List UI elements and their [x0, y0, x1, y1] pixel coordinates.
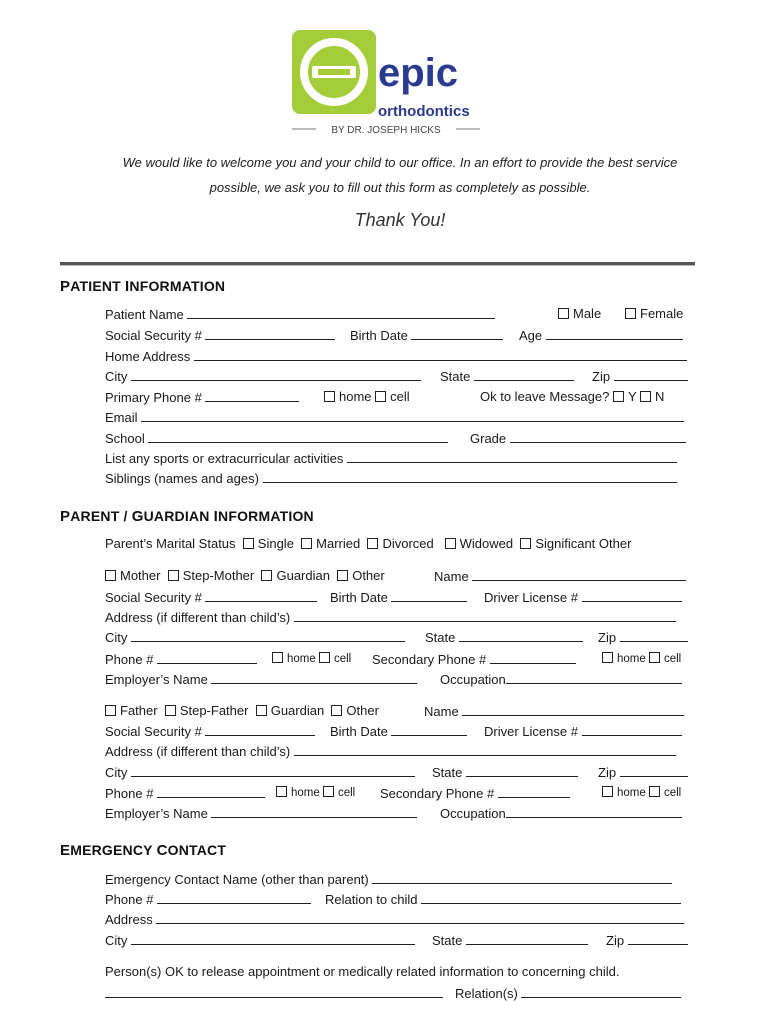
- emergency-state-field[interactable]: [466, 932, 588, 945]
- mother-ssn-field[interactable]: [205, 589, 317, 602]
- mother-sec-cell-checkbox[interactable]: [649, 652, 660, 663]
- patient-city-field[interactable]: [131, 368, 421, 381]
- father-license-field[interactable]: [582, 723, 682, 736]
- mother-state-field[interactable]: [459, 629, 583, 642]
- single-checkbox[interactable]: [243, 538, 254, 549]
- patient-cell-checkbox[interactable]: [375, 391, 386, 402]
- logo-byline: BY DR. JOSEPH HICKS: [331, 125, 441, 136]
- emergency-zip-field[interactable]: [628, 932, 688, 945]
- mother-license-field[interactable]: [582, 589, 682, 602]
- mother-phone-field[interactable]: [157, 651, 257, 664]
- patient-siblings-field[interactable]: [263, 470, 677, 483]
- father-checkbox[interactable]: [105, 705, 116, 716]
- release-relations-field[interactable]: [521, 985, 681, 998]
- thank-you: Thank You!: [354, 210, 446, 230]
- release-persons-field[interactable]: [105, 985, 443, 998]
- father-state-field[interactable]: [466, 764, 578, 777]
- father-city-field[interactable]: [131, 764, 415, 777]
- intro-line-1: We would like to welcome you and your child to our office. In an effort to provide the best service: [122, 155, 678, 170]
- mother-address-field[interactable]: [294, 609, 676, 622]
- mother-cell-checkbox[interactable]: [319, 652, 330, 663]
- patient-sports-field[interactable]: [347, 450, 677, 463]
- patient-grade-field[interactable]: [510, 430, 686, 443]
- release-text: Person(s) OK to release appointment or medically related information to concerning child.: [105, 964, 620, 979]
- stepfather-checkbox[interactable]: [165, 705, 176, 716]
- other2-checkbox[interactable]: [331, 705, 342, 716]
- significant-other-checkbox[interactable]: [520, 538, 531, 549]
- male-checkbox[interactable]: [558, 308, 569, 319]
- father-home-checkbox[interactable]: [276, 786, 287, 797]
- father-cell-checkbox[interactable]: [323, 786, 334, 797]
- mother-occupation-field[interactable]: [506, 671, 682, 684]
- father-zip-field[interactable]: [620, 764, 688, 777]
- patient-name-row: Patient Name: [105, 306, 495, 323]
- logo-subbrand: orthodontics: [378, 103, 470, 120]
- mother-city-field[interactable]: [131, 629, 405, 642]
- patient-birth-field[interactable]: [411, 327, 503, 340]
- female-option[interactable]: Female: [625, 306, 683, 322]
- father-birth-field[interactable]: [391, 723, 467, 736]
- patient-ssn-row: Social Security #: [105, 327, 335, 344]
- msg-yes-checkbox[interactable]: [613, 391, 624, 402]
- patient-state-field[interactable]: [474, 368, 574, 381]
- mother-employer-field[interactable]: [211, 671, 417, 684]
- emergency-name-field[interactable]: [372, 871, 672, 884]
- epic-orthodontics-logo: [290, 28, 490, 138]
- father-address-field[interactable]: [294, 743, 676, 756]
- patient-email-field[interactable]: [141, 409, 684, 422]
- emergency-heading: EMERGENCY CONTACT: [60, 842, 227, 859]
- patient-zip-field[interactable]: [614, 368, 688, 381]
- patient-name-field[interactable]: [187, 306, 495, 319]
- marital-status-row: Parent’s Marital Status Single Married Divorced Widowed Significant Other: [105, 536, 632, 551]
- divider: [60, 262, 695, 266]
- mother-birth-field[interactable]: [391, 589, 467, 602]
- father-occupation-field[interactable]: [506, 805, 682, 818]
- mother-home-checkbox[interactable]: [272, 652, 283, 663]
- father-name-field[interactable]: [462, 703, 684, 716]
- stepmother-checkbox[interactable]: [168, 570, 179, 581]
- emergency-relation-field[interactable]: [421, 891, 681, 904]
- patient-heading: PATIENT INFORMATION: [60, 278, 226, 295]
- parent-heading: PARENT / GUARDIAN INFORMATION: [60, 508, 314, 525]
- widowed-checkbox[interactable]: [445, 538, 456, 549]
- mother-sec-home-checkbox[interactable]: [602, 652, 613, 663]
- patient-age-field[interactable]: [546, 327, 683, 340]
- guardian1-checkbox[interactable]: [261, 570, 272, 581]
- patient-ssn-field[interactable]: [205, 327, 335, 340]
- mother-name-field[interactable]: [472, 568, 686, 581]
- patient-address-field[interactable]: [194, 348, 687, 361]
- patient-home-checkbox[interactable]: [324, 391, 335, 402]
- emergency-city-field[interactable]: [131, 932, 415, 945]
- patient-school-field[interactable]: [148, 430, 448, 443]
- father-employer-field[interactable]: [211, 805, 417, 818]
- male-option[interactable]: Male: [558, 306, 601, 322]
- father-secondary-field[interactable]: [498, 785, 570, 798]
- mother-zip-field[interactable]: [620, 629, 688, 642]
- other1-checkbox[interactable]: [337, 570, 348, 581]
- father-sec-home-checkbox[interactable]: [602, 786, 613, 797]
- father-ssn-field[interactable]: [205, 723, 315, 736]
- logo-brand: epic: [378, 51, 459, 95]
- divorced-checkbox[interactable]: [367, 538, 378, 549]
- emergency-address-field[interactable]: [156, 911, 684, 924]
- father-sec-cell-checkbox[interactable]: [649, 786, 660, 797]
- father-phone-field[interactable]: [157, 785, 265, 798]
- married-checkbox[interactable]: [301, 538, 312, 549]
- intro-line-2: possible, we ask you to fill out this form as completely as possible.: [209, 180, 591, 195]
- msg-no-checkbox[interactable]: [640, 391, 651, 402]
- guardian2-checkbox[interactable]: [256, 705, 267, 716]
- emergency-phone-field[interactable]: [157, 891, 311, 904]
- female-checkbox[interactable]: [625, 308, 636, 319]
- mother-checkbox[interactable]: [105, 570, 116, 581]
- mother-secondary-field[interactable]: [490, 651, 576, 664]
- patient-phone-field[interactable]: [205, 389, 299, 402]
